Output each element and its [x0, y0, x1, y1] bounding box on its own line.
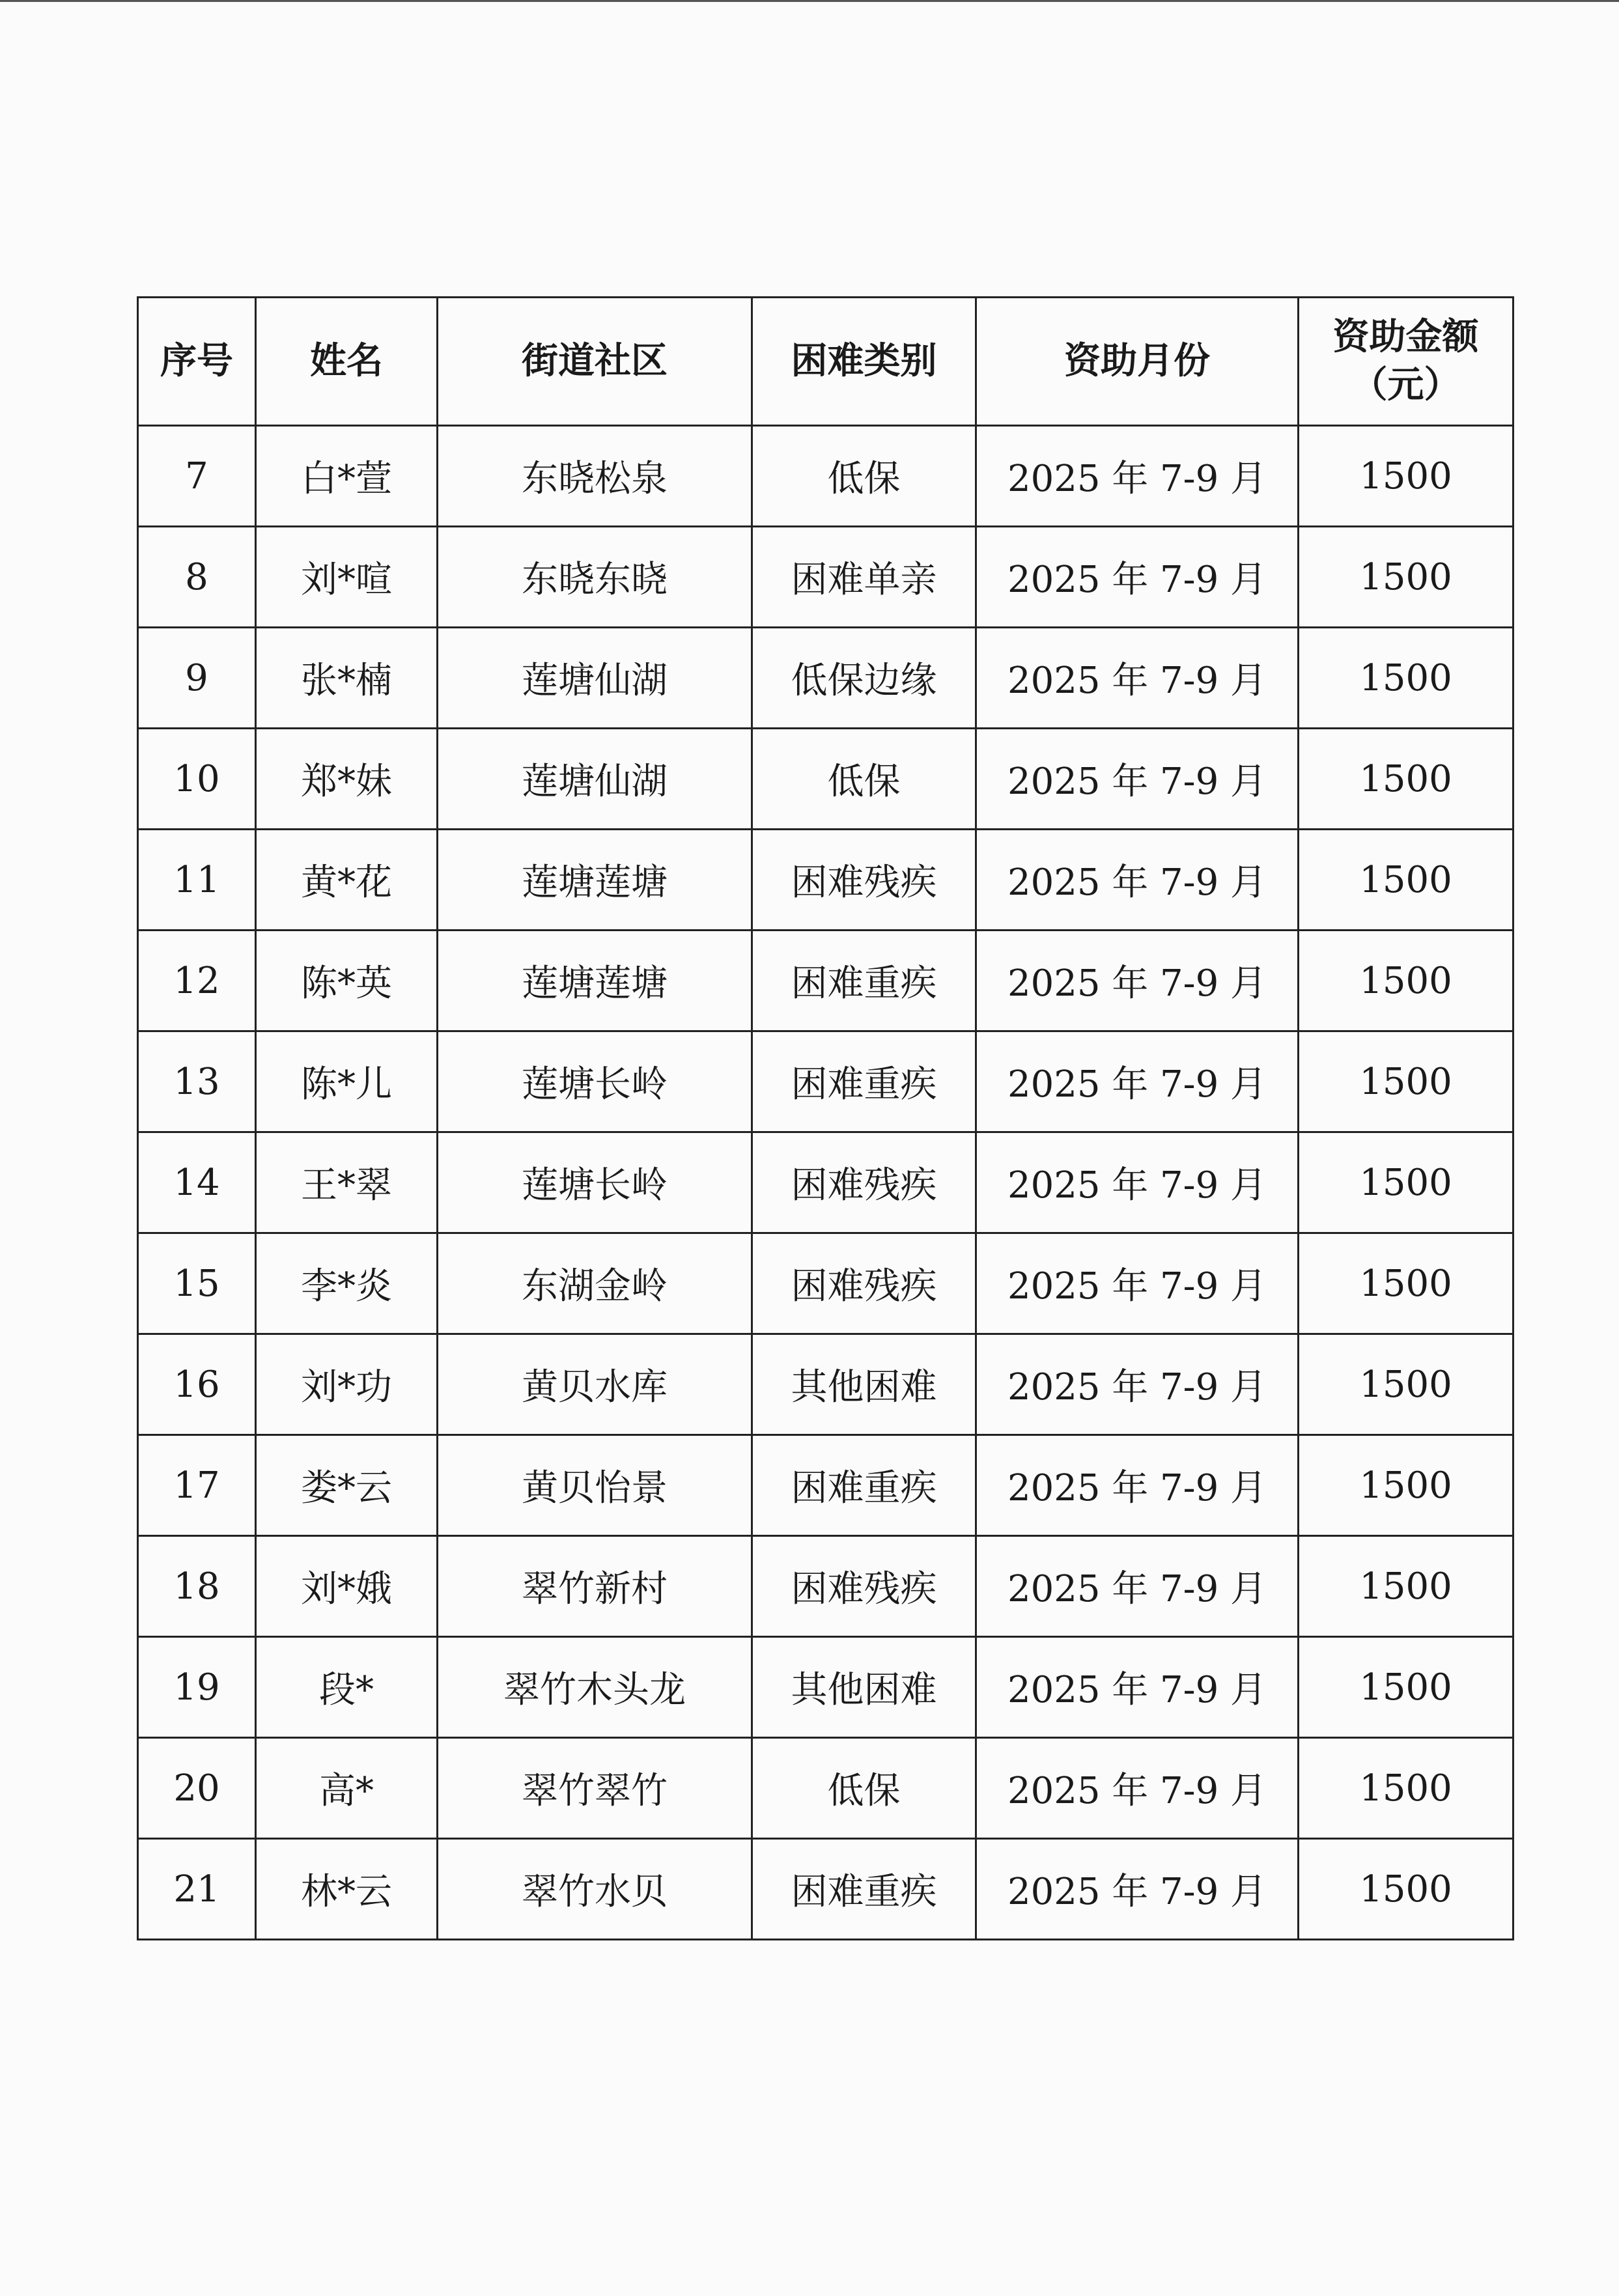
table-row	[138, 1334, 1513, 1435]
cell-category: 困难重疾	[752, 1839, 976, 1940]
cell-category: 困难重疾	[752, 1031, 976, 1132]
cell-community: 莲塘莲塘	[438, 931, 752, 1031]
cell-amount: 1500	[1299, 729, 1513, 830]
cell-name: 刘*娥	[256, 1536, 438, 1637]
header-category: 困难类别	[752, 298, 976, 426]
cell-months: 2025 年 7-9 月	[976, 1536, 1299, 1637]
cell-amount: 1500	[1299, 1536, 1513, 1637]
table-row	[138, 1233, 1513, 1334]
cell-community: 莲塘长岭	[438, 1132, 752, 1233]
cell-category: 困难残疾	[752, 1233, 976, 1334]
cell-category: 其他困难	[752, 1637, 976, 1738]
cell-amount: 1500	[1299, 628, 1513, 729]
cell-community: 翠竹新村	[438, 1536, 752, 1637]
cell-amount: 1500	[1299, 426, 1513, 527]
cell-category: 困难单亲	[752, 527, 976, 628]
header-amount-line2: （元）	[1351, 364, 1461, 406]
table-row	[138, 1132, 1513, 1233]
cell-months: 2025 年 7-9 月	[976, 931, 1299, 1031]
cell-months: 2025 年 7-9 月	[976, 527, 1299, 628]
cell-category: 困难重疾	[752, 931, 976, 1031]
cell-community: 黄贝水库	[438, 1334, 752, 1435]
cell-name: 李*炎	[256, 1233, 438, 1334]
cell-name: 郑*妹	[256, 729, 438, 830]
cell-months: 2025 年 7-9 月	[976, 1839, 1299, 1940]
cell-months: 2025 年 7-9 月	[976, 729, 1299, 830]
cell-community: 翠竹水贝	[438, 1839, 752, 1940]
cell-category: 困难残疾	[752, 1132, 976, 1233]
cell-name: 王*翠	[256, 1132, 438, 1233]
cell-months: 2025 年 7-9 月	[976, 1334, 1299, 1435]
header-row	[138, 298, 1513, 426]
cell-name: 黄*花	[256, 830, 438, 931]
header-months: 资助月份	[976, 298, 1299, 426]
header-amount	[1299, 298, 1513, 426]
cell-months: 2025 年 7-9 月	[976, 830, 1299, 931]
table-row	[138, 931, 1513, 1031]
cell-name: 张*楠	[256, 628, 438, 729]
table-row	[138, 830, 1513, 931]
cell-amount: 1500	[1299, 1435, 1513, 1536]
header-community: 街道社区	[438, 298, 752, 426]
cell-community: 翠竹木头龙	[438, 1637, 752, 1738]
cell-name: 白*萱	[256, 426, 438, 527]
cell-months: 2025 年 7-9 月	[976, 628, 1299, 729]
cell-months: 2025 年 7-9 月	[976, 1132, 1299, 1233]
cell-seq: 12	[138, 931, 256, 1031]
table-row	[138, 729, 1513, 830]
table-row	[138, 426, 1513, 527]
cell-seq: 7	[138, 426, 256, 527]
cell-name: 陈*儿	[256, 1031, 438, 1132]
cell-community: 莲塘长岭	[438, 1031, 752, 1132]
cell-name: 刘*功	[256, 1334, 438, 1435]
table-body	[138, 426, 1513, 1940]
cell-category: 困难重疾	[752, 1435, 976, 1536]
cell-seq: 10	[138, 729, 256, 830]
table-row	[138, 1637, 1513, 1738]
cell-seq: 9	[138, 628, 256, 729]
cell-category: 低保	[752, 1738, 976, 1839]
cell-seq: 20	[138, 1738, 256, 1839]
cell-name: 刘*喧	[256, 527, 438, 628]
cell-name: 林*云	[256, 1839, 438, 1940]
cell-amount: 1500	[1299, 1738, 1513, 1839]
cell-months: 2025 年 7-9 月	[976, 1233, 1299, 1334]
cell-months: 2025 年 7-9 月	[976, 426, 1299, 527]
cell-amount: 1500	[1299, 931, 1513, 1031]
cell-category: 困难残疾	[752, 830, 976, 931]
cell-seq: 18	[138, 1536, 256, 1637]
cell-community: 东晓松泉	[438, 426, 752, 527]
cell-seq: 15	[138, 1233, 256, 1334]
cell-amount: 1500	[1299, 1031, 1513, 1132]
cell-category: 其他困难	[752, 1334, 976, 1435]
table-row	[138, 1839, 1513, 1940]
table-row	[138, 628, 1513, 729]
cell-amount: 1500	[1299, 1637, 1513, 1738]
table-row	[138, 1031, 1513, 1132]
table-row	[138, 1738, 1513, 1839]
cell-amount: 1500	[1299, 1233, 1513, 1334]
cell-amount: 1500	[1299, 830, 1513, 931]
cell-category: 困难残疾	[752, 1536, 976, 1637]
cell-seq: 13	[138, 1031, 256, 1132]
cell-amount: 1500	[1299, 1334, 1513, 1435]
cell-name: 陈*英	[256, 931, 438, 1031]
table-row	[138, 1435, 1513, 1536]
cell-category: 低保	[752, 426, 976, 527]
cell-community: 莲塘仙湖	[438, 628, 752, 729]
cell-name: 高*	[256, 1738, 438, 1839]
header-amount-line1: 资助金额	[1332, 316, 1479, 358]
cell-seq: 11	[138, 830, 256, 931]
header-name: 姓名	[256, 298, 438, 426]
scan-edge-line	[0, 0, 1619, 2]
table-row	[138, 527, 1513, 628]
header-seq: 序号	[138, 298, 256, 426]
cell-name: 段*	[256, 1637, 438, 1738]
cell-months: 2025 年 7-9 月	[976, 1435, 1299, 1536]
cell-seq: 14	[138, 1132, 256, 1233]
cell-community: 莲塘莲塘	[438, 830, 752, 931]
cell-community: 东晓东晓	[438, 527, 752, 628]
cell-category: 低保边缘	[752, 628, 976, 729]
cell-community: 东湖金岭	[438, 1233, 752, 1334]
cell-amount: 1500	[1299, 1132, 1513, 1233]
cell-community: 黄贝怡景	[438, 1435, 752, 1536]
cell-amount: 1500	[1299, 527, 1513, 628]
table-header	[138, 298, 1513, 426]
assistance-table	[137, 296, 1514, 1940]
cell-seq: 21	[138, 1839, 256, 1940]
cell-months: 2025 年 7-9 月	[976, 1738, 1299, 1839]
table-row	[138, 1536, 1513, 1637]
cell-seq: 19	[138, 1637, 256, 1738]
cell-community: 翠竹翠竹	[438, 1738, 752, 1839]
cell-seq: 8	[138, 527, 256, 628]
cell-months: 2025 年 7-9 月	[976, 1031, 1299, 1132]
cell-seq: 17	[138, 1435, 256, 1536]
cell-name: 娄*云	[256, 1435, 438, 1536]
cell-seq: 16	[138, 1334, 256, 1435]
cell-amount: 1500	[1299, 1839, 1513, 1940]
cell-category: 低保	[752, 729, 976, 830]
cell-community: 莲塘仙湖	[438, 729, 752, 830]
cell-months: 2025 年 7-9 月	[976, 1637, 1299, 1738]
